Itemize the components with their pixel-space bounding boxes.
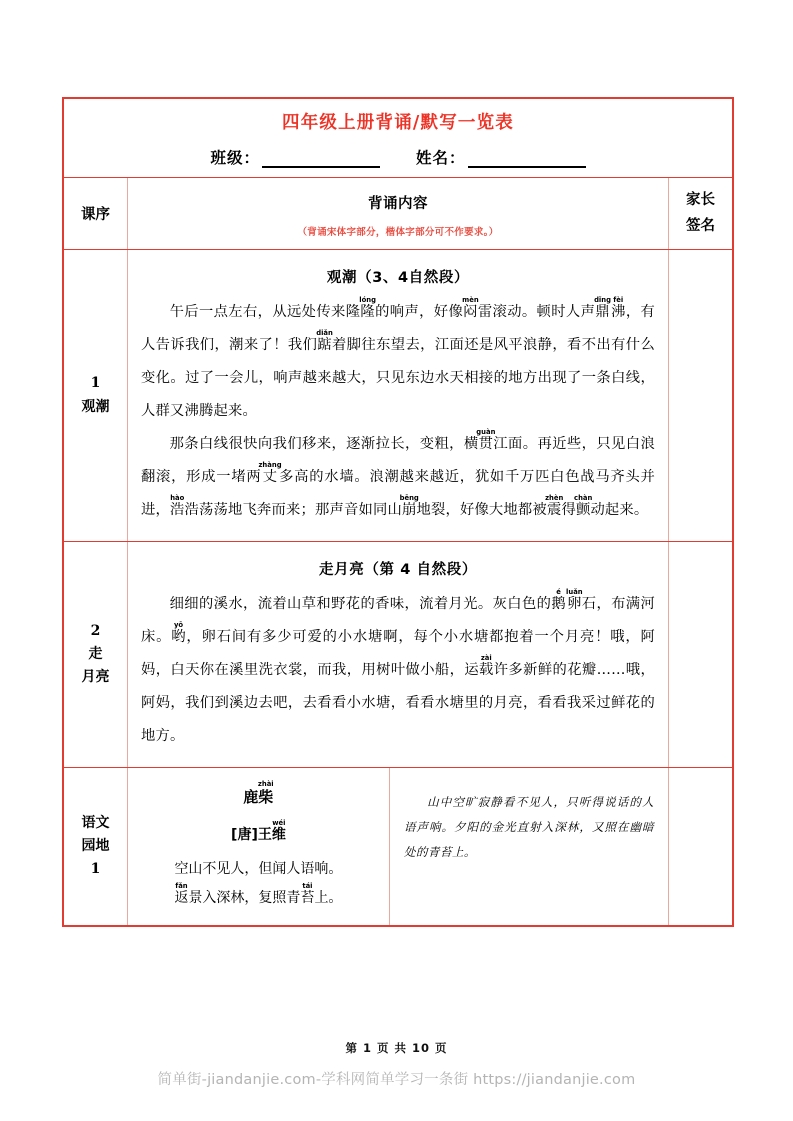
lesson-order-1 <box>64 250 127 541</box>
ruby-zhai: 柴zhài <box>257 780 274 806</box>
ruby-guan: 贯guàn <box>476 428 496 452</box>
name-field <box>416 146 586 168</box>
lesson-name-2-line2: 月亮 <box>81 669 110 686</box>
poem-translation-block <box>390 768 668 925</box>
class-field <box>210 146 380 168</box>
class-field-blank[interactable] <box>262 152 380 168</box>
ruby-beng: 崩bēng <box>399 494 419 518</box>
table-row <box>64 767 732 925</box>
pinyin-long: lóng <box>359 296 377 304</box>
lesson-name-1: 观潮 <box>81 398 110 415</box>
signature-cell-3[interactable] <box>669 768 732 925</box>
signature-cell-2[interactable] <box>669 542 732 767</box>
section-title-2: 走月亮（第 4 自然段） <box>319 562 477 578</box>
lesson-number-2: 2 <box>90 622 101 639</box>
signature-cell-1[interactable] <box>669 250 732 541</box>
name-field-label: 姓名： <box>416 148 466 167</box>
pinyin-luan: luǎn <box>566 588 583 596</box>
header-content-note: （背诵宋体字部分，楷体字部分可不作要求。） <box>297 226 499 238</box>
passage-paragraph: 细细的溪水，流着山草和野花的香味，流着月光。灰白色的鹅é卵luǎn石，布满河床。哟yō，卵石间有多少可爱的小水塘啊，每个小水塘都抱着一个月亮！哦，阿妈，白天你在溪里洗衣裳，而我，用树叶做小船，运载zài许多新鲜的花瓣……哦，阿妈，我们到溪边去吧，去看看小水塘，看看水塘里的月亮，看看我采过鲜花的地方。 <box>141 588 655 744</box>
header-cell-signature <box>669 178 732 249</box>
pinyin-tai: tái <box>300 882 315 890</box>
class-field-label: 班级： <box>210 148 260 167</box>
pinyin-yo: yō <box>171 621 186 629</box>
ruby-zhang: 丈zhàng <box>258 461 282 485</box>
pinyin-hao: hào <box>170 494 185 502</box>
poem-block <box>128 768 390 925</box>
ruby-luan: 卵luǎn <box>566 588 583 612</box>
lesson-order-3 <box>64 768 127 925</box>
lesson-content-2 <box>127 542 669 767</box>
student-fields <box>64 146 732 168</box>
pinyin-zhen: zhèn <box>545 494 564 502</box>
poem-line-2: 返fǎn景入深林，复照青苔tái上。 <box>174 882 343 906</box>
poem-author: [唐]王维wéi <box>231 819 286 843</box>
lesson-name-3-line1: 语文 <box>81 814 110 831</box>
pinyin-zhang: zhàng <box>258 461 282 469</box>
pinyin-fei: fèi <box>610 296 626 304</box>
name-field-blank[interactable] <box>468 152 586 168</box>
header-cell-order: 课序 <box>81 207 110 223</box>
pinyin-ding: dǐng <box>594 296 611 304</box>
ruby-hao: 浩hào <box>170 494 185 518</box>
pinyin-men: mèn <box>462 296 479 304</box>
ruby-fei: 沸fèi <box>610 296 626 320</box>
passage-paragraph: 午后一点左右，从远处传来隆隆lóng的响声，好像闷mèn雷滚动。顿时人声鼎dǐng沸fèi，有人告诉我们，潮来了！我们踮diǎn着脚往东望去，江面还是风平浪静，看不出有什么变化。过了一会儿，响声越来越大，只见东边水天相接的地方出现了一条白线，人群又沸腾起来。 <box>141 296 656 419</box>
ruby-long: 隆lóng <box>359 296 377 320</box>
lesson-number-3: 1 <box>90 861 101 878</box>
ruby-wei: 维wéi <box>271 819 286 843</box>
worksheet-table <box>62 97 734 927</box>
pinyin-e: é <box>551 588 566 596</box>
lesson-content-1 <box>127 250 669 541</box>
poem-line-1: 空山不见人，但闻人语响。 <box>174 861 343 877</box>
lesson-content-3 <box>127 768 669 925</box>
title-block <box>64 99 732 177</box>
poem-title: 鹿柴zhài <box>243 780 274 806</box>
title-row <box>64 99 732 177</box>
header-cell-content <box>127 178 669 249</box>
ruby-men: 闷mèn <box>462 296 479 320</box>
page-indicator: 第 1 页 共 10 页 <box>345 1041 448 1055</box>
pinyin-chan: chàn <box>574 494 593 502</box>
ruby-zai: 载zài <box>479 654 494 678</box>
ruby-chan: 颤chàn <box>574 494 593 518</box>
table-header-row <box>64 177 732 249</box>
poem-wrapper <box>128 768 668 925</box>
lesson-order-2 <box>64 542 127 767</box>
ruby-zhen: 震zhèn <box>545 494 564 518</box>
lesson-name-2-line1: 走 <box>88 645 103 662</box>
page-title: 四年级上册背诵/默写一览表 <box>282 113 514 133</box>
pinyin-wei: wéi <box>271 819 286 827</box>
pinyin-zai: zài <box>479 654 494 662</box>
ruby-ding: 鼎dǐng <box>594 296 611 320</box>
ruby-dian: 踮diǎn <box>316 329 333 353</box>
lesson-number-1: 1 <box>90 375 101 392</box>
pinyin-guan: guàn <box>476 428 496 436</box>
pinyin-beng: bēng <box>399 494 419 502</box>
poem-translation: 山中空旷寂静看不见人，只听得说话的人语声响。夕阳的金光直射入深林，又照在幽暗处的青苔上。 <box>403 795 654 859</box>
pinyin-fan: fǎn <box>174 882 189 890</box>
header-signature-line2: 签名 <box>686 217 715 234</box>
header-content-title: 背诵内容 <box>368 195 428 212</box>
pinyin-dian: diǎn <box>316 329 333 337</box>
table-row <box>64 541 732 767</box>
passage-paragraph: 那条白线很快向我们移来，逐渐拉长，变粗，横贯guàn江面。再近些，只见白浪翻滚，形成一堵两丈zhàng多高的水墙。浪潮越来越近，犹如千万匹白色战马齐头并进，浩hào浩荡荡地飞奔而来；那声音如同山崩bēng地裂，好像大地都被震zhèn得颤chàn动起来。 <box>141 428 655 518</box>
table-row <box>64 249 732 541</box>
ruby-tai: 苔tái <box>300 882 315 906</box>
lesson-name-3-line2: 园地 <box>81 837 110 854</box>
header-signature-line1: 家长 <box>686 192 715 209</box>
ruby-e: 鹅é <box>551 588 567 612</box>
watermark: 简单街-jiandanjie.com-学科网简单学习一条街 https://jiandanjie.com <box>157 1072 636 1088</box>
section-title-1: 观潮（3、4自然段） <box>326 270 470 286</box>
pinyin-zhai: zhài <box>257 780 274 788</box>
ruby-yo: 哟yō <box>171 621 187 645</box>
ruby-fan: 返fǎn <box>174 882 189 906</box>
